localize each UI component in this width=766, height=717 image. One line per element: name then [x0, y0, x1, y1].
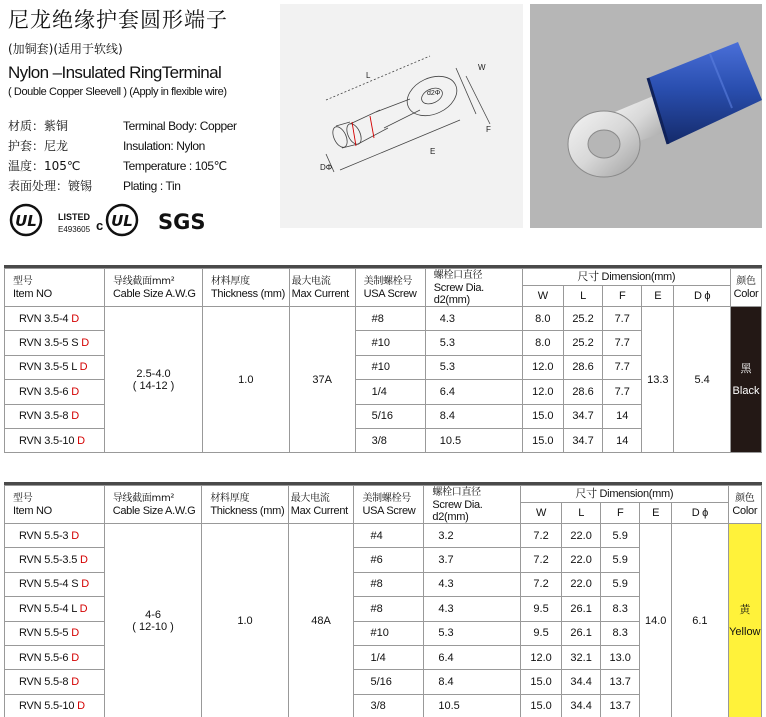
screw-dia: 5.3	[425, 331, 522, 355]
item-suffix: D	[71, 651, 79, 664]
sgs-logo: SGS	[158, 210, 206, 234]
header-model-cn: 型号	[13, 493, 33, 504]
screw-dia: 4.3	[424, 597, 521, 621]
dim-w: 7.2	[521, 524, 562, 548]
dim-d: 5.4	[674, 307, 731, 453]
spec-value: Temperature : 105℃	[123, 159, 227, 173]
subtitle-en: ( Double Copper Sleevell ) (Apply in flexible wire)	[8, 86, 227, 98]
item-no	[5, 380, 105, 404]
dim-w: 9.5	[521, 621, 562, 645]
usa-screw: 3/8	[355, 428, 425, 452]
dim-f: 5.9	[601, 572, 640, 596]
usa-screw: 5/16	[355, 404, 425, 428]
usa-screw: #8	[355, 307, 425, 331]
spec-value: Terminal Body: Copper	[123, 119, 237, 133]
max-current: 48A	[288, 524, 354, 717]
dim-l: 25.2	[563, 307, 602, 331]
thickness: 1.0	[202, 524, 288, 717]
dim-f: 8.3	[601, 621, 640, 645]
item-suffix: D	[71, 410, 79, 423]
item-suffix: D	[71, 312, 79, 325]
item-base: RVN 3.5-5 L	[19, 361, 80, 374]
item-suffix: D	[81, 578, 89, 591]
usa-screw: 5/16	[354, 670, 424, 694]
table-row	[5, 307, 762, 331]
usa-screw: #10	[355, 355, 425, 379]
table-row	[5, 524, 762, 548]
header-current-cn: 最大电流	[290, 493, 330, 504]
max-current: 37A	[289, 307, 355, 453]
dim-f: 5.9	[601, 548, 640, 572]
item-no	[5, 621, 105, 645]
screw-dia: 10.5	[425, 428, 522, 452]
page-title: 尼龙绝缘护套圆形端子	[8, 8, 228, 32]
header-dimension: 尺寸 Dimension(mm)	[522, 269, 730, 286]
header-dia-cn: 螺栓口直径	[432, 487, 481, 498]
dim-f: 7.7	[603, 331, 642, 355]
spec-label: 护套：尼龙	[8, 139, 69, 153]
dim-w: 7.2	[521, 572, 562, 596]
item-suffix: D	[79, 554, 88, 567]
item-suffix: D	[77, 700, 85, 713]
dim-f: 13.7	[601, 670, 640, 694]
dim-w: 12.0	[522, 355, 563, 379]
usa-screw: 3/8	[354, 694, 424, 717]
item-suffix: D	[71, 627, 79, 640]
dim-l: 34.7	[563, 428, 602, 452]
item-suffix: D	[77, 434, 85, 447]
title-en: Nylon –Insulated RingTerminal	[8, 63, 222, 82]
item-suffix: D	[71, 385, 79, 398]
screw-dia: 5.3	[424, 621, 521, 645]
header-w: W	[521, 502, 562, 523]
item-base: RVN 5.5-5	[19, 627, 72, 640]
usa-screw: #8	[354, 572, 424, 596]
color-en: Black	[732, 384, 760, 397]
dim-f: 14	[603, 404, 642, 428]
header-color-en: Color	[732, 505, 758, 517]
diagram-label-w: W	[478, 63, 486, 72]
spec-insulation	[8, 136, 237, 156]
item-no	[5, 524, 105, 548]
cable-size	[104, 524, 202, 717]
header-f: F	[603, 285, 642, 306]
dim-l: 22.0	[562, 524, 601, 548]
item-base: RVN 5.5-8	[19, 676, 72, 689]
dim-w: 15.0	[522, 428, 563, 452]
header-model-en: Item NO	[13, 505, 52, 517]
dim-e: 13.3	[642, 307, 674, 453]
item-no	[5, 645, 105, 669]
item-base: RVN 5.5-10	[19, 700, 78, 713]
diagram-label-e: E	[430, 147, 436, 156]
dim-w: 12.0	[521, 645, 562, 669]
diagram-label-l: L	[366, 71, 371, 80]
item-no	[5, 355, 105, 379]
header-thickness	[202, 486, 288, 524]
spec-material	[8, 116, 237, 136]
header-screw-cn: 美制螺栓号	[363, 276, 413, 287]
item-base: RVN 3.5-5 S	[19, 337, 82, 350]
spec-value: Insulation: Nylon	[123, 139, 205, 153]
header-current	[289, 269, 355, 307]
item-suffix: D	[81, 337, 89, 350]
header-color-cn: 颜色	[736, 276, 756, 287]
file-number: E493605	[58, 225, 91, 234]
item-base: RVN 3.5-8	[19, 410, 72, 423]
dim-f: 7.7	[603, 307, 642, 331]
terminal-photo	[530, 4, 762, 228]
screw-dia: 4.3	[424, 572, 521, 596]
item-no	[5, 597, 105, 621]
dim-f: 13.0	[601, 645, 640, 669]
dim-d: 6.1	[672, 524, 729, 717]
header-w: W	[522, 285, 563, 306]
screw-dia: 8.4	[425, 404, 522, 428]
usa-screw: #8	[354, 597, 424, 621]
header-model-en: Item NO	[13, 288, 52, 300]
dim-w: 15.0	[521, 694, 562, 717]
usa-screw: 1/4	[354, 645, 424, 669]
dim-l: 32.1	[562, 645, 601, 669]
screw-dia: 3.2	[424, 524, 521, 548]
header-l: L	[563, 285, 602, 306]
spec-label: 温度：105℃	[8, 159, 81, 173]
color-cn: 黑	[740, 361, 752, 375]
header-screw-en: USA Screw	[363, 288, 417, 300]
header-color	[728, 486, 761, 524]
dim-f: 7.7	[603, 355, 642, 379]
spec-label: 表面处理：镀锡	[8, 179, 93, 193]
screw-dia: 4.3	[425, 307, 522, 331]
cable-size	[105, 307, 203, 453]
header-dia-en: Screw Dia. d2(mm)	[432, 499, 483, 523]
diagram-label-d2: d2Φ	[427, 90, 441, 97]
screw-dia: 5.3	[425, 355, 522, 379]
svg-text:UL: UL	[15, 212, 37, 230]
screw-dia: 6.4	[424, 645, 521, 669]
header-color-en: Color	[733, 288, 759, 300]
screw-dia: 3.7	[424, 548, 521, 572]
dim-f: 5.9	[601, 524, 640, 548]
item-base: RVN 3.5-4	[19, 312, 72, 325]
header-dia	[424, 486, 521, 524]
header-screw-cn: 美制螺栓号	[362, 493, 411, 504]
item-no	[5, 572, 105, 596]
color-band	[728, 524, 761, 717]
header-screw-en: USA Screw	[362, 505, 416, 517]
header-thickness-en: Thickness (mm)	[211, 288, 286, 300]
dim-l: 34.4	[562, 670, 601, 694]
cable-awg: ( 14-12 )	[132, 379, 175, 392]
header-thickness-cn: 材料厚度	[210, 493, 250, 504]
dim-f: 7.7	[603, 380, 642, 404]
header-cable-cn: 导线截面mm²	[113, 276, 175, 287]
dim-f: 13.7	[601, 694, 640, 717]
item-no	[5, 694, 105, 717]
screw-dia: 6.4	[425, 380, 522, 404]
header-cable	[104, 486, 202, 524]
color-en: Yellow	[729, 626, 761, 639]
header-current-cn: 最大电流	[291, 276, 331, 287]
item-no	[5, 670, 105, 694]
header-current	[288, 486, 354, 524]
header-color-cn: 颜色	[735, 493, 755, 504]
dim-l: 34.4	[562, 694, 601, 717]
cul-logo	[107, 205, 137, 235]
item-base: RVN 5.5-6	[19, 651, 72, 664]
header-model	[5, 486, 105, 524]
item-no	[5, 307, 105, 331]
header-d: D ϕ	[672, 502, 729, 523]
dim-l: 22.0	[562, 572, 601, 596]
header-thickness-cn: 材料厚度	[211, 276, 250, 287]
header-dimension: 尺寸 Dimension(mm)	[521, 486, 729, 503]
spec-table-3-5	[4, 268, 762, 453]
spec-table-5-5	[4, 485, 762, 717]
dim-e: 14.0	[640, 524, 672, 717]
dim-w: 7.2	[521, 548, 562, 572]
spec-plating	[8, 176, 237, 196]
header-current-en: Max Current	[291, 288, 349, 300]
dim-l: 28.6	[563, 380, 602, 404]
header-thickness-en: Thickness (mm)	[210, 505, 285, 517]
header-dia-en: Screw Dia. d2(mm)	[433, 282, 484, 306]
item-suffix: D	[71, 676, 79, 689]
spec-temperature	[8, 156, 237, 176]
cable-mm2: 2.5-4.0	[136, 367, 171, 380]
dim-w: 9.5	[521, 597, 562, 621]
dim-l: 26.1	[562, 621, 601, 645]
color-band	[731, 307, 762, 453]
dim-f: 8.3	[601, 597, 640, 621]
header-cable-cn: 导线截面mm²	[112, 493, 175, 504]
header-cable-en: Cable Size A.W.G	[112, 505, 196, 517]
usa-screw: 1/4	[355, 380, 425, 404]
header-model-cn: 型号	[13, 276, 33, 287]
dim-l: 26.1	[562, 597, 601, 621]
diagram-label-d: DΦ	[320, 163, 333, 172]
c-mark: c	[96, 218, 104, 233]
header-e: E	[640, 502, 672, 523]
usa-screw: #6	[354, 548, 424, 572]
usa-screw: #4	[354, 524, 424, 548]
header-d: D ϕ	[674, 285, 731, 306]
header-model	[5, 269, 105, 307]
screw-dia: 8.4	[424, 670, 521, 694]
usa-screw: #10	[355, 331, 425, 355]
spec-value: Plating : Tin	[123, 179, 181, 193]
item-no	[5, 548, 105, 572]
color-cn: 黄	[739, 603, 751, 617]
item-suffix: D	[79, 361, 88, 374]
screw-dia: 10.5	[424, 694, 521, 717]
dim-w: 8.0	[522, 307, 563, 331]
usa-screw: #10	[354, 621, 424, 645]
dim-f: 14	[603, 428, 642, 452]
terminal-diagram	[280, 4, 523, 228]
spec-label: 材质：紫铜	[8, 119, 69, 133]
item-base: RVN 3.5-10	[19, 434, 78, 447]
item-base: RVN 5.5-4 L	[19, 602, 80, 615]
diagram-label-f: F	[486, 125, 491, 134]
header-screw	[355, 269, 425, 307]
item-no	[5, 428, 105, 452]
dim-l: 34.7	[563, 404, 602, 428]
item-suffix: D	[71, 529, 79, 542]
dim-l: 22.0	[562, 548, 601, 572]
header-screw	[354, 486, 424, 524]
thickness: 1.0	[203, 307, 290, 453]
header-l: L	[562, 502, 601, 523]
spec-list	[8, 116, 237, 196]
header-e: E	[642, 285, 674, 306]
header-thickness	[203, 269, 290, 307]
item-base: RVN 5.5-3.5	[19, 554, 80, 567]
certification-logos	[8, 202, 218, 242]
cable-mm2: 4-6	[145, 609, 161, 622]
header-dia	[425, 269, 522, 307]
header-color	[731, 269, 762, 307]
dim-w: 15.0	[522, 404, 563, 428]
cable-awg: ( 12-10 )	[132, 621, 174, 634]
dim-w: 12.0	[522, 380, 563, 404]
item-base: RVN 5.5-4 S	[19, 578, 82, 591]
item-base: RVN 3.5-6	[19, 385, 72, 398]
ul-logo	[11, 205, 41, 235]
subtitle-cn: (加铜套)(适用于软线)	[8, 42, 123, 56]
header-cable	[105, 269, 203, 307]
item-no	[5, 404, 105, 428]
dim-w: 15.0	[521, 670, 562, 694]
header-current-en: Max Current	[290, 505, 348, 517]
dim-w: 8.0	[522, 331, 563, 355]
dim-l: 25.2	[563, 331, 602, 355]
listed-text: LISTED	[58, 212, 91, 222]
header-dia-cn: 螺栓口直径	[433, 270, 483, 281]
item-no	[5, 331, 105, 355]
item-suffix: D	[79, 602, 88, 615]
header-cable-en: Cable Size A.W.G	[113, 288, 196, 300]
item-base: RVN 5.5-3	[19, 529, 72, 542]
dim-l: 28.6	[563, 355, 602, 379]
header-f: F	[601, 502, 640, 523]
svg-text:UL: UL	[111, 212, 133, 230]
